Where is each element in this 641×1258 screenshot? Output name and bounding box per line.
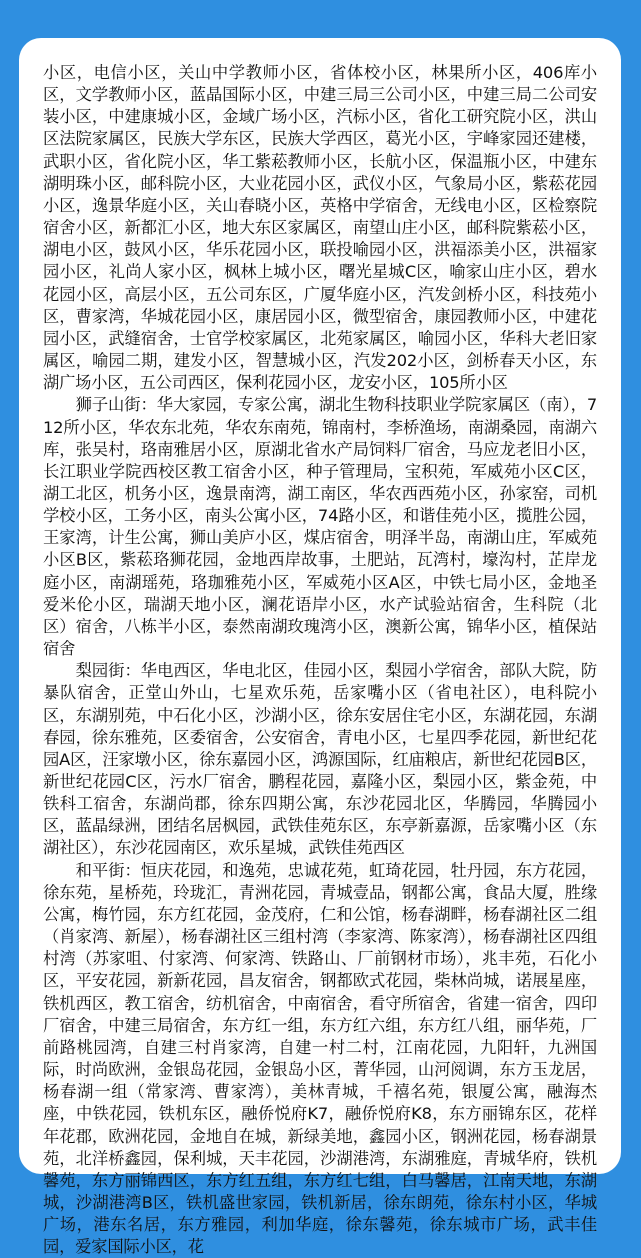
paragraph-heping-street: 和平街：恒庆花园，和逸苑，忠诚花苑，虹琦花园，牡丹园，东方花园，徐东苑，星桥苑，玲珑汇，青洲花园，青城壹品，钢都公寓，食品大厦，胜缘公寓，梅竹园，东方红花园，金茂府，仁和公馆，杨春湖畔，杨春湖社区二组（肖家湾、新屋），杨春湖社区三组村湾（李家湾、陈家湾），杨春湖社区四组村湾（苏家咀、付家湾、何家湾、铁路山、厂前钢材市场），兆丰苑，石化小区，平安花园，新新花园，昌友宿舍，钢都欧式花园，柴林尚城，诺展星座，铁机西区，教工宿舍，纺机宿舍，中南宿舍，看守所宿舍，省建一宿舍，四印厂宿舍，中建三局宿舍，东方红一组，东方红六组，东方红八组，丽华苑，厂前路桃园湾，自建三村肖家湾，自建一村二村，江南花园，九阳轩，九洲国际，时尚欧洲，金银岛花园，金银岛小区，菁华园，山河阅调，东方玉龙居，杨春湖一组（常家湾、曹家湾），美林青城，千禧名苑，银厦公寓，融海杰座，中铁花园，铁机东区，融侨悦府K7，融侨悦府K8，东方丽锦东区，花样年花郡，欧洲花园，金地自在城，新绿美地，鑫园小区，钢洲花园，杨春湖景苑，北洋桥鑫园，保利城，天丰花园，沙湖港湾，东湖雅庭，青城华府，铁机馨苑，东方丽锦西区，东方红五组，东方红七组，白马馨居，江南天地，东湖城，沙湖港湾B区，铁机盛世家园，铁机新居，徐东朗苑，徐东村小区，华城广场，港东名居，东方雅园，利加华庭，徐东馨苑，徐东城市广场，武丰佳园，爱家国际小区，花	[43, 860, 597, 1257]
paragraph-shizishan-street: 狮子山街：华大家园，专家公寓，湖北生物科技职业学院家属区（南），712所小区，华农东北苑，华农东南苑，锦南村，李桥渔场，南湖桑园，南湖六库，张吴村，珞南雅居小区，原湖北省水产局饲料厂宿舍，马应龙老旧小区，长江职业学院西校区教工宿舍小区，种子管理局，宝积苑，军威苑小区C区，湖工北区，机务小区，逸景南湾，湖工南区，华农西西苑小区，孙家窑，司机学校小区，工务小区，南头公寓小区，74路小区，和谐佳苑小区，揽胜公园，王家湾，计生公寓，狮山美庐小区，煤店宿舍，明泽半岛，南湖山庄，军威苑小区B区，紫菘珞狮花园，金地西岸故事，土肥站，瓦湾村，壕沟村，芷岸龙庭小区，南湖瑶苑，珞珈雅苑小区，军威苑小区A区，中铁七局小区，金地圣爱米伦小区，瑞湖天地小区，澜花语岸小区，水产试验站宿舍，生科院（北区）宿舍，八栋半小区，泰然南湖玫瑰湾小区，澳新公寓，锦华小区，植保站宿舍	[43, 395, 597, 659]
paragraph-liyuan-street: 梨园街：华电西区，华电北区，佳园小区，梨园小学宿舍，部队大院，防暴队宿舍，正堂山外山，七星欢乐苑，岳家嘴小区（省电社区），电科院小区，东湖别苑，中石化小区，沙湖小区，徐东安居住宅小区，东湖花园，东湖春园，徐东雅苑，区委宿舍，公安宿舍，青电小区，七星四季花园，新世纪花园A区，汪家墩小区，徐东嘉园小区，鸿源国际，红庙粮店，新世纪花园B区，新世纪花园C区，污水厂宿舍，鹏程花园，嘉隆小区，梨园小区，紫金苑，中铁科工宿舍，东湖尚郡，徐东四期公寓，东沙花园北区，华腾园，华腾园小区，蓝晶绿洲，团结名居枫园，武铁佳苑东区，东亭新嘉源，岳家嘴小区（东湖社区），东沙花园南区，欢乐星城，武铁佳苑西区	[43, 661, 597, 858]
document-card	[19, 38, 621, 1257]
paragraph-hongshan-list: 小区，电信小区，关山中学教师小区，省体校小区，林果所小区，406库小区，文学教师小区，蓝晶国际小区，中建三局三公司小区，中建三局二公司安装小区，中建康城小区，金域广场小区，汽标小区，省化工研究院小区，洪山区法院家属区，民族大学东区，民族大学西区，葛光小区，宇峰家园还建楼，武职小区，省化院小区，华工紫菘教师小区，长航小区，保温瓶小区，中建东湖明珠小区，邮科院小区，大业花园小区，武仪小区，气象局小区，紫菘花园小区，逸景华庭小区，关山春晓小区，英格中学宿舍，无线电小区，区检察院宿舍小区，新都汇小区，地大东区家属区，南望山庄小区，邮科院紫菘小区，湖电小区，鼓风小区，华乐花园小区，联投喻园小区，洪福添美小区，洪福家园小区，礼尚人家小区，枫林上城小区，曙光星城C区，喻家山庄小区，碧水花园小区，高层小区，五公司东区，广厦华庭小区，汽发剑桥小区，科技苑小区，曹家湾，华城花园小区，康居园小区，微型宿舍，康园教师小区，中建花园小区，武缝宿舍，士官学校家属区，北苑家属区，喻园小区，华科大老旧家属区，喻园二期，建发小区，智慧城小区，汽发202小区，剑桥春天小区，东湖广场小区，五公司西区，保利花园小区，龙安小区，105所小区	[43, 63, 597, 393]
